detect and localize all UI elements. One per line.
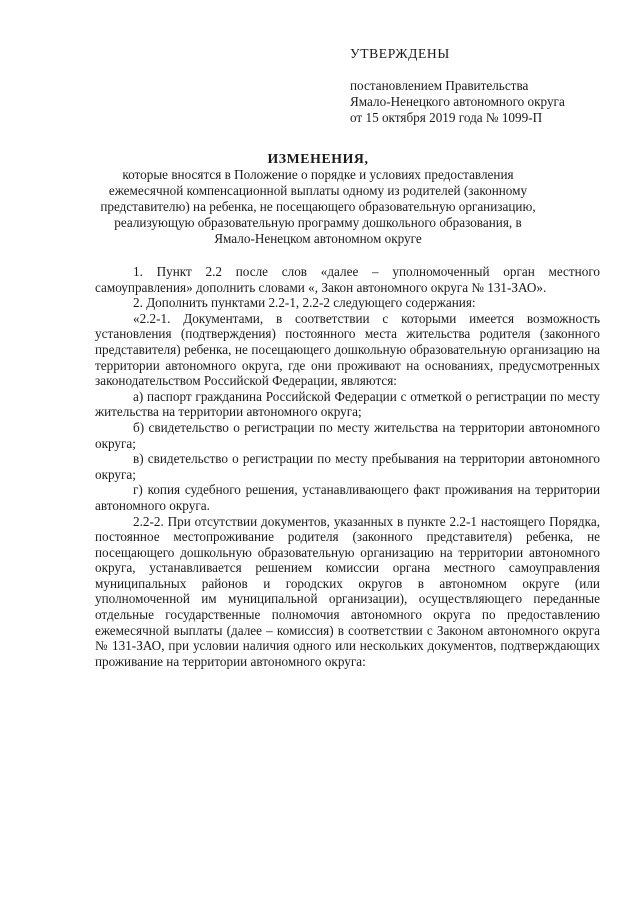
approval-block bbox=[350, 46, 620, 126]
heading-title: ИЗМЕНЕНИЯ, bbox=[267, 151, 369, 166]
approval-line-2: Ямало-Ненецкого автономного округа bbox=[350, 94, 565, 109]
paragraph-7: г) копия судебного решения, устанавливающего факт проживания на территории автономного округа. bbox=[95, 482, 600, 513]
approval-line-3: от 15 октября 2019 года № 1099-П bbox=[350, 110, 543, 125]
approval-line-1: постановлением Правительства bbox=[350, 78, 529, 93]
heading-subtitle: которые вносятся в Положение о порядке и условиях предоставления ежемесячной компенсационной выплаты одному из родителей (законному представителю) на ребенка, не посещающего образовательную организацию, реализующую образовательную программу дошкольного образования, в Ямало-Ненецком автономном округе bbox=[100, 167, 536, 246]
paragraph-4: а) паспорт гражданина Российской Федерации с отметкой о регистрации по месту жительства на территории автономного округа; bbox=[95, 388, 600, 420]
paragraph-6: в) свидетельство о регистрации по месту пребывания на территории автономного округа; bbox=[95, 451, 600, 482]
document-body bbox=[95, 264, 600, 669]
paragraph-5: б) свидетельство о регистрации по месту жительства на территории автономного округа; bbox=[95, 419, 600, 451]
paragraph-3: «2.2-1. Документами, в соответствии с которыми имеется возможность установления (подтверждения) постоянного места жительства родителя (законного представителя) ребенка, не посещающего дошкольную образовательную организацию на территории автономного округа, где они проживают на основаниях, предусмотренных законодательством Российской Федерации, являются: bbox=[95, 310, 600, 389]
document-heading bbox=[96, 151, 540, 247]
approval-title: УТВЕРЖДЕНЫ bbox=[350, 46, 450, 61]
paragraph-1: 1. Пункт 2.2 после слов «далее – уполномоченный орган местного самоуправления» дополнить словами «, Закон автономного округа № 131-ЗАО». bbox=[95, 264, 600, 295]
paragraph-2: 2. Дополнить пунктами 2.2-1, 2.2-2 следующего содержания: bbox=[133, 295, 476, 311]
paragraph-8: 2.2-2. При отсутствии документов, указанных в пункте 2.2-1 настоящего Порядка, постоянное местопроживание родителя (законного представителя) ребенка, не посещающего дошкольную образовательную организацию на территории автономного округа, устанавливается решением комиссии органа местного самоуправления муниципальных районов и городских округов в автономном округе (или уполномоченной им муниципальной организации), осуществляющего переданные отдельные государственные полномочия автономного округа по предоставлению ежемесячной выплаты (далее – комиссия) в соответствии с Законом автономного округа № 131-ЗАО, при условии наличия одного или нескольких документов, подтверждающих проживание на территории автономного округа: bbox=[95, 513, 600, 669]
